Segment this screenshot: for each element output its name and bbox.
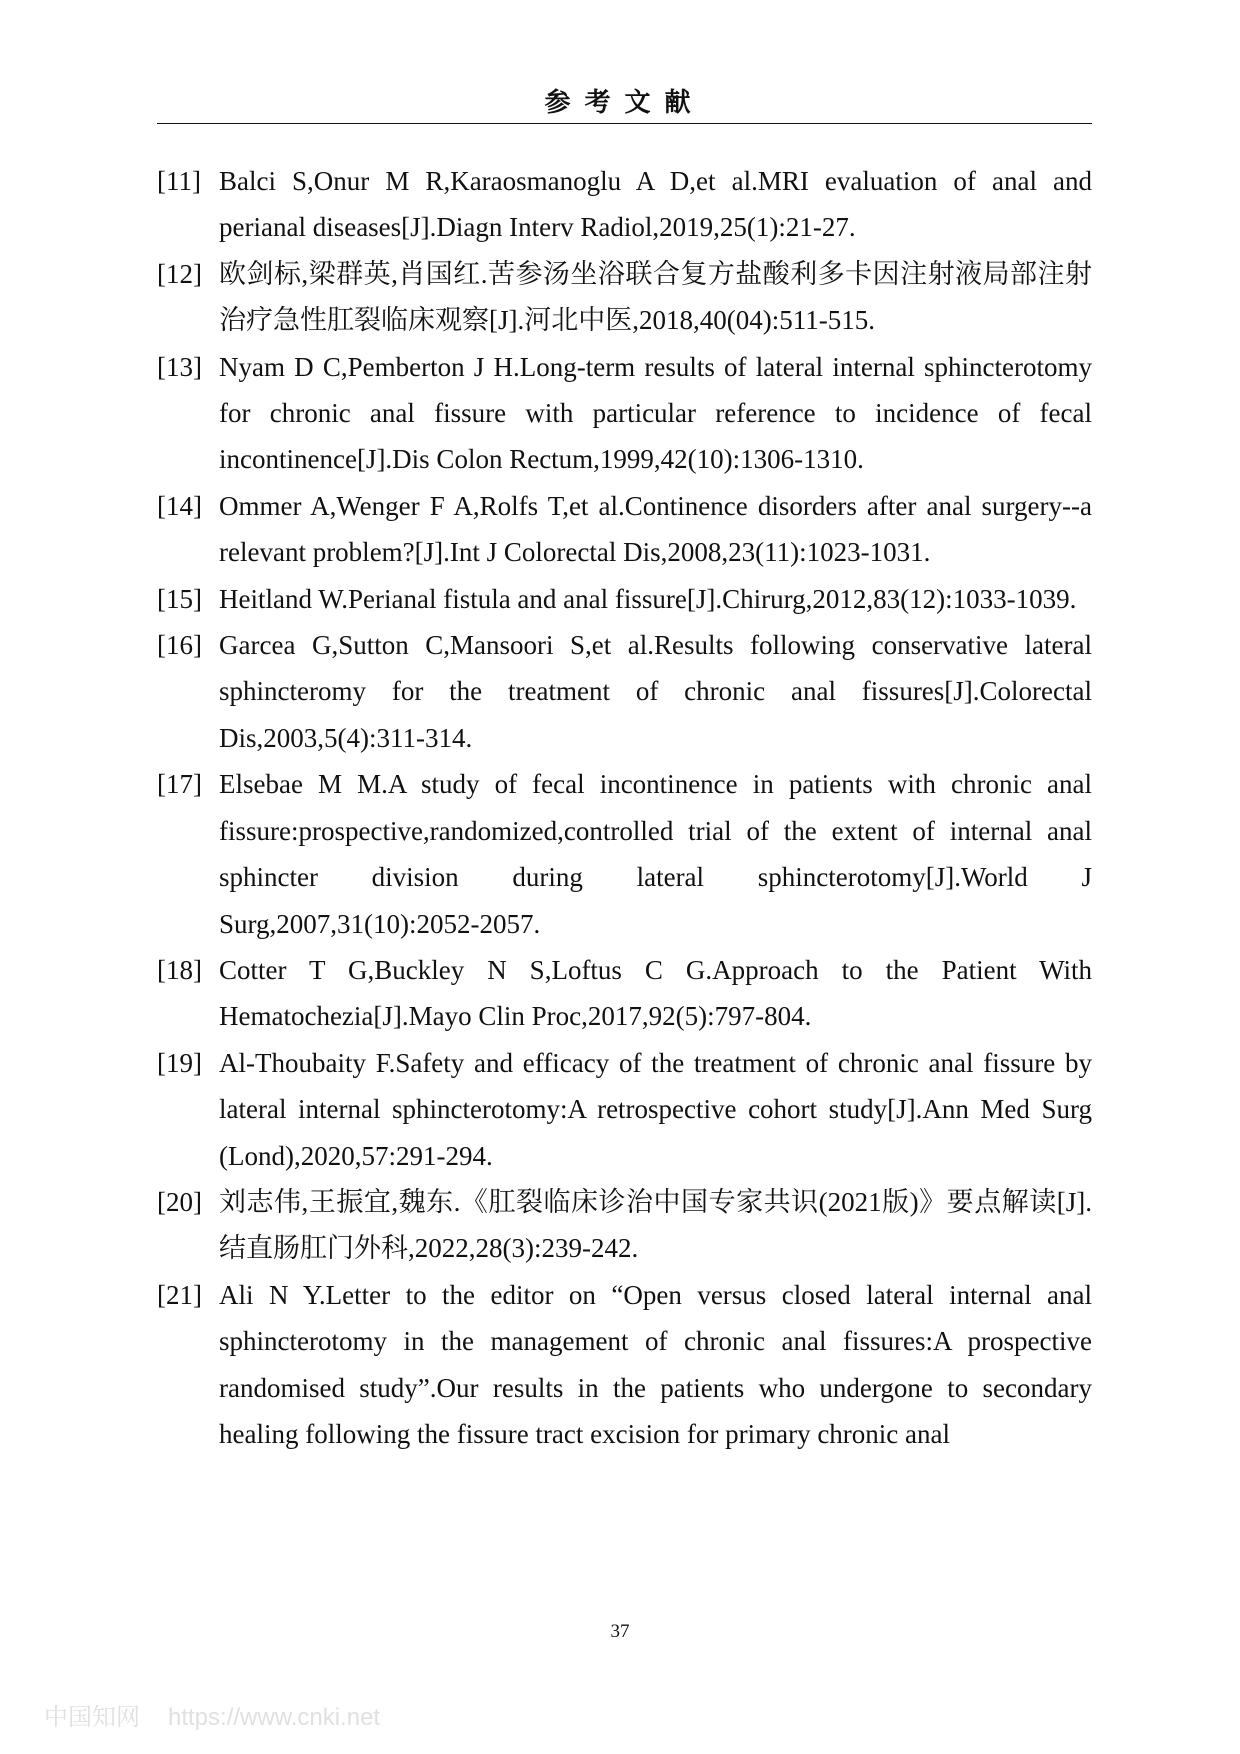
reference-list bbox=[157, 158, 1092, 1457]
reference-item bbox=[157, 1040, 1092, 1179]
reference-text: 刘志伟,王振宜,魏东.《肛裂临床诊治中国专家共识(2021版)》要点解读[J].结直肠肛门外科,2022,28(3):239-242. bbox=[219, 1186, 1092, 1264]
reference-text: Cotter T G,Buckley N S,Loftus C G.Approach to the Patient With Hematochezia[J].Mayo Clin Proc,2017,92(5):797-804. bbox=[219, 954, 1092, 1032]
page-title: 参考文献 bbox=[544, 88, 705, 117]
reference-number: [21] bbox=[157, 1279, 202, 1310]
reference-number: [19] bbox=[157, 1047, 202, 1078]
reference-item bbox=[157, 483, 1092, 576]
page-number: 37 bbox=[610, 1621, 630, 1642]
reference-number: [15] bbox=[157, 583, 202, 614]
watermark-brand: 中国知网 bbox=[44, 1704, 140, 1731]
reference-number: [13] bbox=[157, 351, 202, 382]
reference-number: [14] bbox=[157, 490, 202, 521]
reference-item bbox=[157, 576, 1092, 622]
reference-item bbox=[157, 251, 1092, 344]
reference-number: [11] bbox=[157, 166, 201, 196]
reference-text: Garcea G,Sutton C,Mansoori S,et al.Results following conservative lateral sphincteromy for the treatment of chronic anal fissures[J].Colorectal Dis,2003,5(4):311-314. bbox=[219, 630, 1092, 753]
watermark-url: https://www.cnki.net bbox=[168, 1704, 381, 1731]
reference-item bbox=[157, 344, 1092, 483]
reference-item bbox=[157, 158, 1092, 251]
reference-text: Balci S,Onur M R,Karaosmanoglu A D,et al.MRI evaluation of anal and perianal diseases[J].Diagn Interv Radiol,2019,25(1):21-27. bbox=[219, 166, 1092, 243]
reference-number: [16] bbox=[157, 630, 202, 661]
reference-item bbox=[157, 947, 1092, 1040]
reference-number: [17] bbox=[157, 769, 202, 800]
reference-text: Ali N Y.Letter to the editor on “Open versus closed lateral internal anal sphincterotomy in the management of chronic anal fissures:A prospective randomised study”.Our results in the patients who undergone to secondary healing following the fissure tract excision for primary chronic anal bbox=[219, 1279, 1092, 1449]
reference-item bbox=[157, 761, 1092, 947]
reference-text: Heitland W.Perianal fistula and anal fissure[J].Chirurg,2012,83(12):1033-1039. bbox=[219, 583, 1077, 614]
reference-item bbox=[157, 1272, 1092, 1458]
reference-text: Al-Thoubaity F.Safety and efficacy of the treatment of chronic anal fissure by lateral internal sphincterotomy:A retrospective cohort study[J].Ann Med Surg (Lond),2020,57:291-294. bbox=[219, 1047, 1092, 1171]
reference-text: Nyam D C,Pemberton J H.Long-term results of lateral internal sphincterotomy for chronic anal fissure with particular reference to incidence of fecal incontinence[J].Dis Colon Rectum,1999,42(10):1306-1310. bbox=[219, 351, 1092, 475]
reference-number: [18] bbox=[157, 954, 202, 985]
header-divider bbox=[157, 123, 1092, 124]
reference-number: [12] bbox=[157, 258, 202, 289]
reference-item bbox=[157, 622, 1092, 761]
reference-number: [20] bbox=[157, 1186, 202, 1217]
watermark bbox=[44, 1703, 380, 1733]
reference-text: 欧剑标,梁群英,肖国红.苦参汤坐浴联合复方盐酸利多卡因注射液局部注射治疗急性肛裂临床观察[J].河北中医,2018,40(04):511-515. bbox=[219, 258, 1092, 336]
reference-item bbox=[157, 1179, 1092, 1272]
reference-text: Elsebae M M.A study of fecal incontinence in patients with chronic anal fissure:prospective,randomized,controlled trial of the extent of internal anal sphincter division during lateral sphincterotomy[J].World J Surg,2007,31(10):2052-2057. bbox=[219, 769, 1092, 939]
reference-text: Ommer A,Wenger F A,Rolfs T,et al.Continence disorders after anal surgery--a relevant problem?[J].Int J Colorectal Dis,2008,23(11):1023-1031. bbox=[219, 490, 1092, 568]
